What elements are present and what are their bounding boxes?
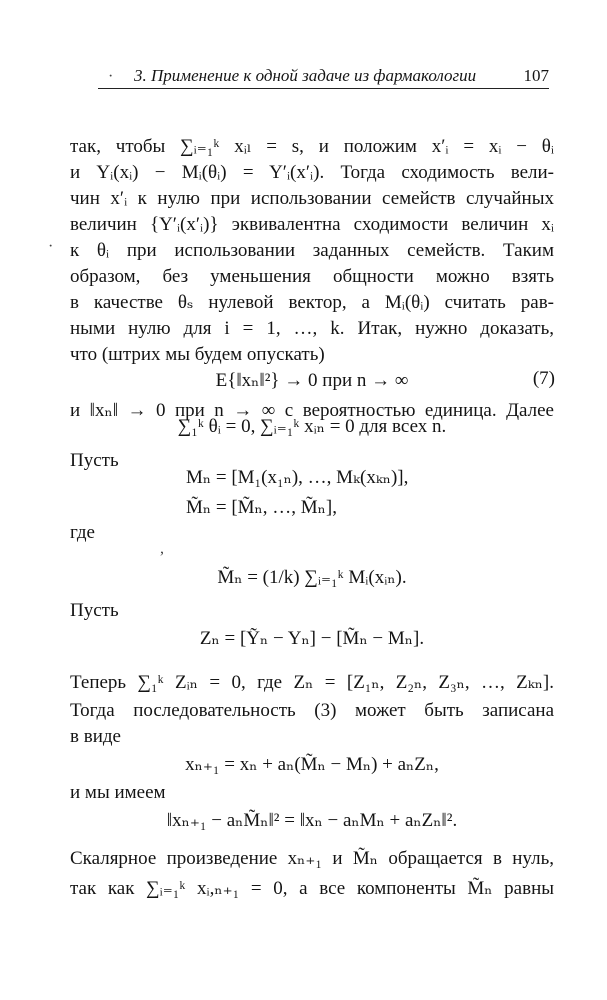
text-line: в качестве θₛ нулевой вектор, а Mᵢ(θᵢ) считать рав- — [70, 292, 554, 313]
text-line: чин x′ᵢ к нулю при использовании семейств случайных — [70, 188, 554, 209]
equation-Z: Zₙ = [Ỹₙ − Yₙ] − [M̃ₙ − Mₙ]. — [199, 628, 425, 649]
equation-7: E{‖xₙ‖²} → 0 при n → ∞ — [215, 370, 409, 391]
text-line: и Yᵢ(xᵢ) − Mᵢ(θᵢ) = Y′ᵢ(x′ᵢ). Тогда сходимость вели- — [70, 162, 554, 183]
equation-M-vector: Mₙ = [M₁(x₁ₙ), …, Mₖ(xₖₙ)], — [186, 467, 409, 488]
running-head: 3. Применение к одной задаче из фармакологии — [134, 66, 477, 85]
print-speck: · — [48, 238, 54, 255]
text-line: ными нулю для i = 1, …, k. Итак, нужно доказать, — [70, 318, 554, 339]
equation-number: (7) — [532, 368, 555, 389]
text-line: так как ∑ᵢ₌₁ᵏ xᵢ,ₙ₊₁ = 0, а все компоненты M̃ₙ равны — [70, 878, 554, 899]
text-line: к θᵢ при использовании заданных семейств. Таким — [70, 240, 554, 261]
running-header — [98, 66, 549, 89]
label-gde: где — [70, 522, 95, 543]
equation-sums: ∑₁ᵏ θᵢ = 0, ∑ᵢ₌₁ᵏ xᵢₙ = 0 для всех n. — [177, 416, 447, 437]
equation-x-recursion: xₙ₊₁ = xₙ + aₙ(M̃ₙ − Mₙ) + aₙZₙ, — [185, 754, 439, 775]
equation-M-tilde-vector: M̃ₙ = [M̃ₙ, …, M̃ₙ], — [186, 497, 337, 518]
label-pust: Пусть — [70, 450, 119, 471]
text-line: так, чтобы ∑ᵢ₌₁ᵏ xᵢₗ = s, и положим x′ᵢ = xᵢ − θᵢ — [70, 136, 554, 157]
page-number: 107 — [523, 66, 549, 85]
equation-M-tilde-mean: M̃ₙ = (1/k) ∑ᵢ₌₁ᵏ Mᵢ(xᵢₙ). — [217, 567, 407, 588]
text-line: Теперь ∑₁ᵏ Zᵢₙ = 0, где Zₙ = [Z₁ₙ, Z₂ₙ, Z₃ₙ, …, Zₖₙ]. — [70, 672, 554, 693]
text-line: Скалярное произведение xₙ₊₁ и M̃ₙ обращается в нуль, — [70, 848, 554, 869]
text-line: в виде — [70, 726, 121, 747]
text-line: что (штрих мы будем опускать) — [70, 344, 325, 365]
text-line: Тогда последовательность (3) может быть записана — [70, 700, 554, 721]
equation-norm: ‖xₙ₊₁ − aₙM̃ₙ‖² = ‖xₙ − aₙMₙ + aₙZₙ‖². — [166, 810, 458, 831]
text-line: образом, без уменьшения общности можно взять — [70, 266, 554, 287]
label-pust: Пусть — [70, 600, 119, 621]
text-line: величин {Y′ᵢ(x′ᵢ)} эквивалентна сходимости величин xᵢ — [70, 214, 554, 235]
text-line: и ‖xₙ‖ → 0 при n → ∞ с вероятностью единица. Далее — [70, 400, 554, 421]
print-speck: , — [160, 540, 164, 557]
text-line: и мы имеем — [70, 782, 166, 803]
print-speck: · — [108, 68, 114, 85]
